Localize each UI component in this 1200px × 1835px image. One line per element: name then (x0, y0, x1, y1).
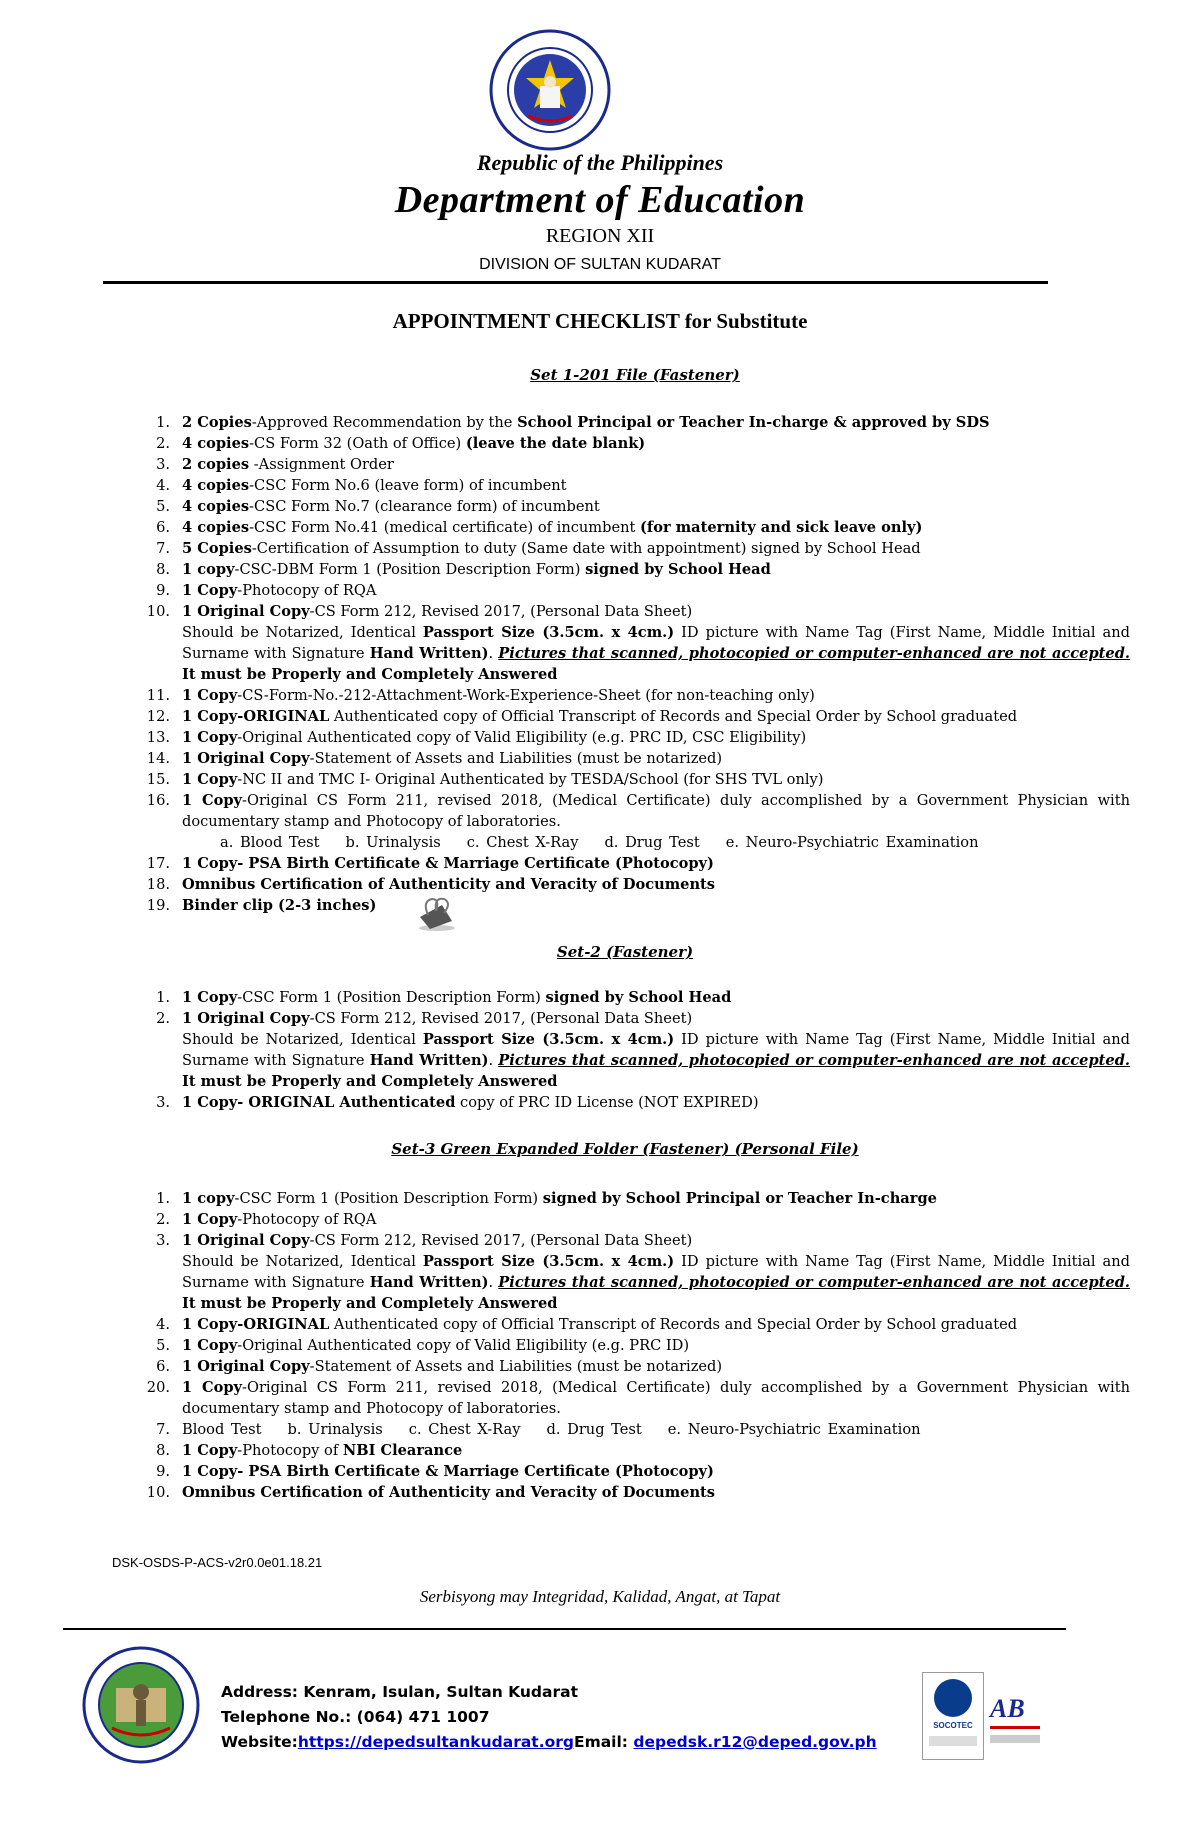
page-title: APPOINTMENT CHECKLIST for Substitute (392, 309, 808, 333)
list-item: 17. 1 Copy- PSA Birth Certificate & Marriage Certificate (Photocopy) (146, 855, 714, 872)
footer-contact (221, 1733, 877, 1751)
set3-title: Set-3 Green Expanded Folder (Fastener) (Personal File) (391, 1140, 859, 1158)
list-item: 1. 1 Copy-CSC Form 1 (Position Description Form) signed by School Head (156, 989, 732, 1006)
list-item: 13. 1 Copy-Original Authenticated copy of Valid Eligibility (e.g. PRC ID, CSC Eligibility) (146, 729, 807, 746)
footer-divider (63, 1628, 1066, 1630)
footer-address: Address: Kenram, Isulan, Sultan Kudarat (221, 1683, 578, 1701)
republic-heading: Republic of the Philippines (476, 150, 724, 175)
set2-title: Set-2 (Fastener) (556, 943, 694, 961)
lab-tests-row: 7. Blood Test b. Urinalysis c. Chest X-Ray d. Drug Test e. Neuro-Psychiatric Examination (156, 1421, 921, 1438)
list-item: 6. 4 copies-CSC Form No.41 (medical certificate) of incumbent (for maternity and sick leave only) (156, 519, 923, 536)
list-item: 4. 1 Copy-ORIGINAL Authenticated copy of Official Transcript of Records and Special Order by School graduated (156, 1316, 1018, 1333)
list-item: 16. 1 Copy-Original CS Form 211, revised 2018, (Medical Certificate) duly accomplished by a Government Physician with documentary stamp and Photocopy of laboratories. (146, 792, 1130, 830)
list-item: 2. 4 copies-CS Form 32 (Oath of Office) (leave the date blank) (156, 435, 646, 452)
set1-title: Set 1-201 File (Fastener) (530, 366, 740, 384)
binder-clip-icon (414, 895, 460, 933)
deped-seal-logo (488, 28, 612, 152)
list-item: 6. 1 Original Copy-Statement of Assets and Liabilities (must be notarized) (156, 1358, 723, 1375)
list-item: 3. 2 copies -Assignment Order (156, 456, 394, 473)
division-heading: DIVISION OF SULTAN KUDARAT (479, 256, 721, 273)
list-item: 4. 4 copies-CSC Form No.6 (leave form) of incumbent (156, 477, 567, 494)
list-item: 20. 1 Copy-Original CS Form 211, revised 2018, (Medical Certificate) duly accomplished by a Government Physician with documentary stamp and Photocopy of laboratories. (146, 1379, 1130, 1417)
lab-tests-row: a. Blood Test b. Urinalysis c. Chest X-Ray d. Drug Test e. Neuro-Psychiatric Examination (220, 834, 979, 851)
socotec-label: SOCOTEC (933, 1721, 973, 1730)
set1-list (140, 412, 1130, 916)
email-label: Email: (573, 1733, 634, 1751)
list-item: 3. 1 Copy- ORIGINAL Authenticated copy of PRC ID License (NOT EXPIRED) (156, 1094, 759, 1111)
list-item: 9. 1 Copy-Photocopy of RQA (156, 582, 377, 599)
list-item: 18. Omnibus Certification of Authenticity and Veracity of Documents (146, 876, 716, 893)
list-item: 9. 1 Copy- PSA Birth Certificate & Marriage Certificate (Photocopy) (156, 1463, 714, 1480)
list-item-pds: 10. 1 Original Copy-CS Form 212, Revised 2017, (Personal Data Sheet) Should be Notarized, Identical Passport Size (3.5cm. x 4cm.) ID picture with Name Tag (First Name, Middle Initial and Surname with Signature Hand Written). Pictures that scanned, photocopied or computer-enhanced are not accepted. It must be Properly and Completely Answered (146, 603, 1130, 683)
list-item: 12. 1 Copy-ORIGINAL Authenticated copy of Official Transcript of Records and Special Order by School graduated (146, 708, 1018, 725)
list-item: 15. 1 Copy-NC II and TMC I- Original Authenticated by TESDA/School (for SHS TVL only) (146, 771, 824, 788)
socotec-cert-logo (922, 1672, 984, 1760)
list-item: 5. 1 Copy-Original Authenticated copy of Valid Eligibility (e.g. PRC ID) (156, 1337, 690, 1354)
email-link[interactable]: depedsk.r12@deped.gov.ph (633, 1733, 877, 1751)
list-item: 11. 1 Copy-CS-Form-No.-212-Attachment-Work-Experience-Sheet (for non-teaching only) (146, 687, 815, 704)
list-item: 7. 5 Copies-Certification of Assumption to duty (Same date with appointment) signed by School Head (156, 540, 921, 557)
ab-cert-logo (990, 1676, 1048, 1752)
list-item: 8. 1 Copy-Photocopy of NBI Clearance (156, 1442, 463, 1459)
list-item: 14. 1 Original Copy-Statement of Assets and Liabilities (must be notarized) (146, 750, 723, 767)
region-heading: REGION XII (545, 225, 655, 247)
motto: Serbisyong may Integridad, Kalidad, Angat, at Tapat (419, 1587, 781, 1606)
list-item-pds: 2. 1 Original Copy-CS Form 212, Revised 2017, (Personal Data Sheet) Should be Notarized, Identical Passport Size (3.5cm. x 4cm.) ID picture with Name Tag (First Name, Middle Initial and Surname with Signature Hand Written). Pictures that scanned, photocopied or computer-enhanced are not accepted. It must be Properly and Completely Answered (156, 1010, 1130, 1090)
set2-list (140, 987, 1130, 1113)
list-item: 10. Omnibus Certification of Authenticity and Veracity of Documents (146, 1484, 716, 1501)
set3-list (140, 1188, 1130, 1503)
list-item: 19. Binder clip (2-3 inches) (146, 897, 377, 914)
list-item: 2. 1 Copy-Photocopy of RQA (156, 1211, 377, 1228)
footer-telephone: Telephone No.: (064) 471 1007 (221, 1708, 490, 1726)
list-item: 5. 4 copies-CSC Form No.7 (clearance form) of incumbent (156, 498, 600, 515)
list-item: 1. 2 Copies-Approved Recommendation by the School Principal or Teacher In-charge & approved by SDS (156, 414, 990, 431)
website-label: Website: (221, 1733, 298, 1751)
list-item: 8. 1 copy-CSC-DBM Form 1 (Position Description Form) signed by School Head (156, 561, 771, 578)
list-item-pds: 3. 1 Original Copy-CS Form 212, Revised 2017, (Personal Data Sheet) Should be Notarized, Identical Passport Size (3.5cm. x 4cm.) ID picture with Name Tag (First Name, Middle Initial and Surname with Signature Hand Written). Pictures that scanned, photocopied or computer-enhanced are not accepted. It must be Properly and Completely Answered (156, 1232, 1130, 1312)
list-item: 1. 1 copy-CSC Form 1 (Position Description Form) signed by School Principal or Teacher In-charge (156, 1190, 937, 1207)
department-heading: Department of Education (394, 179, 806, 221)
header-divider (103, 281, 1048, 284)
document-code: DSK-OSDS-P-ACS-v2r0.0e01.18.21 (112, 1555, 323, 1570)
ab-label: AB (990, 1694, 1025, 1723)
division-seal-logo (82, 1646, 200, 1764)
website-link[interactable]: https://depedsultankudarat.org (297, 1733, 574, 1751)
